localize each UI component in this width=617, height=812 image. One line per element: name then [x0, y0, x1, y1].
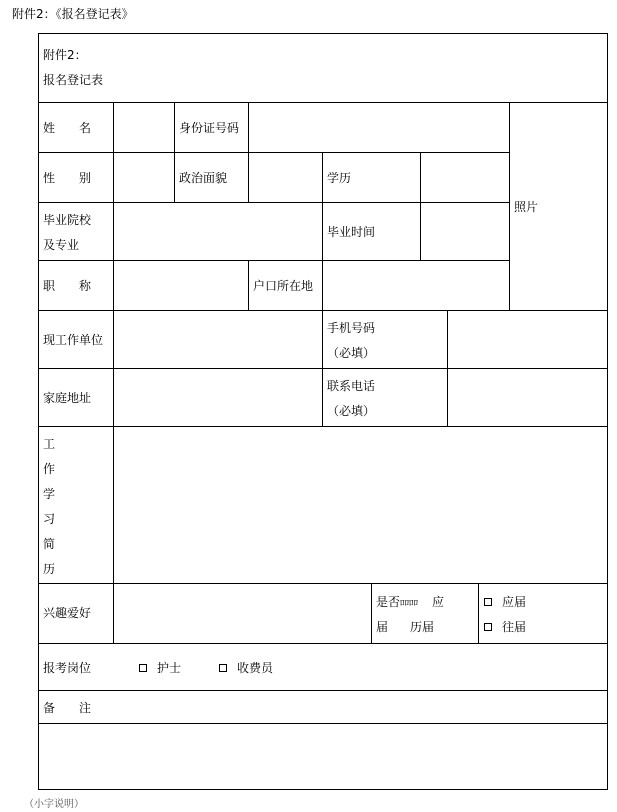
resume-char: 历 [43, 562, 56, 576]
label-hukou: 户口所在地 [253, 279, 314, 293]
name-field[interactable] [115, 104, 173, 151]
education-field[interactable] [422, 154, 508, 201]
table-border-right [607, 33, 608, 790]
label-contact-line2: （必填） [327, 404, 376, 418]
resume-char: 简 [43, 537, 56, 551]
inner-title-line1: 附件2： [43, 48, 87, 62]
label-fresh-question-line2: 届 历届 [376, 620, 435, 634]
remarks-field[interactable] [40, 725, 606, 788]
option-nurse[interactable]: 护士 [139, 661, 181, 675]
label-mobile-line1: 手机号码 [327, 321, 376, 335]
political-field[interactable] [250, 154, 321, 201]
label-resume [43, 432, 55, 582]
option-cashier[interactable]: 收费员 [219, 661, 273, 675]
label-political: 政治面貌 [179, 171, 228, 185]
contact-phone-field[interactable] [449, 370, 606, 425]
resume-char: 工 [43, 437, 56, 451]
label-fresh-question: 是否ﾛﾛﾛﾛ 应 [376, 595, 445, 609]
label-gender: 性 别 [43, 171, 92, 185]
title-field[interactable] [115, 262, 247, 309]
label-school-line2: 及专业 [43, 238, 80, 252]
photo-area[interactable] [511, 104, 606, 309]
label-remarks: 备 注 [43, 701, 92, 715]
hukou-field[interactable] [324, 262, 508, 309]
checkbox-fresh[interactable] [484, 598, 492, 606]
label-address: 家庭地址 [43, 391, 92, 405]
resume-char: 作 [43, 462, 56, 476]
label-education: 学历 [327, 171, 352, 185]
work-unit-field[interactable] [115, 312, 321, 367]
resume-char: 习 [43, 512, 56, 526]
table-border-bottom [38, 789, 608, 790]
label-name: 姓 名 [43, 121, 92, 135]
document-header: 附件2：《报名登记表》 [12, 7, 134, 21]
label-mobile-line2: （必填） [327, 346, 376, 360]
resume-char: 学 [43, 487, 56, 501]
label-hobby: 兴趣爱好 [43, 606, 92, 620]
label-grad-time: 毕业时间 [327, 225, 376, 239]
table-border-left [38, 33, 39, 790]
footer-cut-text: （小字说明） [24, 799, 84, 810]
label-school-line1: 毕业院校 [43, 213, 92, 227]
option-past[interactable]: 往届 [484, 620, 526, 634]
checkbox-past[interactable] [484, 623, 492, 631]
checkbox-nurse[interactable] [139, 664, 147, 672]
label-title: 职 称 [43, 279, 92, 293]
option-fresh[interactable]: 应届 [484, 595, 526, 609]
label-id-number: 身份证号码 [179, 121, 240, 135]
table-border-top [38, 33, 608, 34]
resume-field[interactable] [115, 428, 606, 582]
label-contact-line1: 联系电话 [327, 379, 376, 393]
school-field[interactable] [115, 204, 321, 259]
grad-time-field[interactable] [422, 204, 508, 259]
label-work-unit: 现工作单位 [43, 333, 104, 347]
id-number-field[interactable] [250, 104, 508, 151]
mobile-field[interactable] [449, 312, 606, 367]
gender-field[interactable] [115, 154, 173, 201]
address-field[interactable] [115, 370, 321, 425]
checkbox-cashier[interactable] [219, 664, 227, 672]
hobby-field[interactable] [115, 585, 370, 642]
label-position: 报考岗位 [43, 661, 92, 675]
label-photo: 照片 [514, 200, 539, 214]
inner-title-line2: 报名登记表 [43, 73, 104, 87]
